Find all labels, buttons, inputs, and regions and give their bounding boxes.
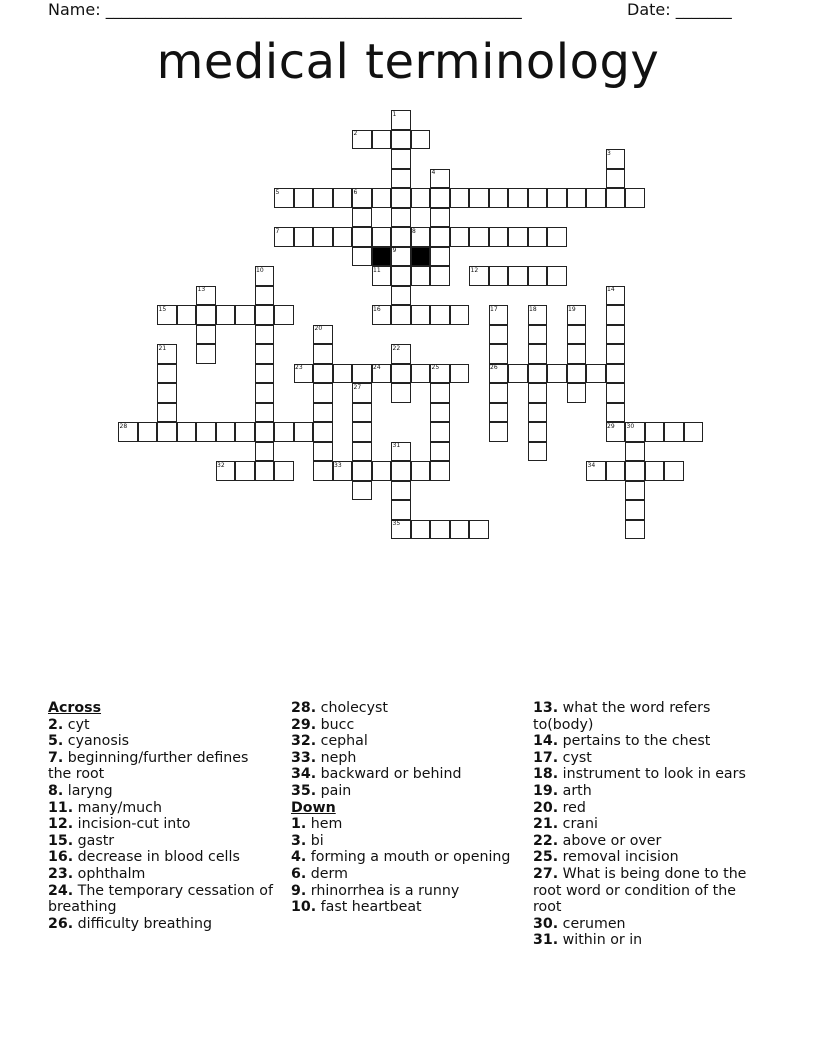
clue-number: 20: [314, 325, 323, 332]
down-clue: 22. above or over: [533, 832, 662, 849]
grid-cell[interactable]: [274, 422, 294, 442]
grid-cell[interactable]: [625, 481, 645, 501]
grid-cell[interactable]: [625, 500, 645, 520]
clue-number: 10: [256, 266, 264, 274]
down-clue: 18. instrument to look in ears: [533, 766, 746, 783]
grid-cell[interactable]: [157, 383, 177, 403]
grid-cell[interactable]: [391, 266, 411, 286]
down-clue: 3. bi: [291, 832, 324, 849]
grid-cell[interactable]: [352, 227, 372, 247]
across-clue: 5. cyanosis: [48, 733, 130, 750]
clue-number: 12: [470, 266, 479, 274]
clue-number: 18: [529, 305, 537, 313]
grid-cell[interactable]: [430, 247, 450, 267]
clue-number: 35: [392, 520, 401, 527]
grid-cell[interactable]: [196, 344, 216, 364]
grid-cell[interactable]: [489, 403, 509, 423]
grid-cell[interactable]: [391, 286, 411, 306]
clue-number: 16: [373, 305, 381, 313]
grid-cell[interactable]: [586, 364, 606, 384]
clue-number: 25: [431, 364, 440, 371]
grid-cell[interactable]: [489, 344, 509, 364]
grid-cell[interactable]: [391, 500, 411, 520]
grid-cell[interactable]: [528, 422, 548, 442]
grid-cell[interactable]: [255, 305, 275, 325]
grid-cell[interactable]: [606, 364, 626, 384]
grid-cell[interactable]: [430, 188, 450, 208]
grid-cell[interactable]: [606, 344, 626, 364]
grid-cell[interactable]: [567, 364, 587, 384]
grid-cell[interactable]: [313, 344, 333, 364]
down-clue: 19. arth: [533, 782, 592, 799]
grid-cell[interactable]: [489, 383, 509, 403]
grid-cell[interactable]: [411, 266, 431, 286]
grid-cell[interactable]: [313, 383, 333, 403]
down-clue: 30. cerumen: [533, 915, 626, 932]
grid-cell[interactable]: [391, 208, 411, 228]
name-label: Name:: [48, 0, 106, 19]
grid-cell[interactable]: [567, 383, 587, 403]
grid-cell[interactable]: [645, 461, 665, 481]
clue-number: 19: [568, 305, 576, 313]
grid-cell[interactable]: [547, 266, 567, 286]
clue-number: 27: [353, 383, 362, 391]
across-clue: 2. cyt: [48, 716, 90, 733]
across-clue: 8. laryng: [48, 782, 113, 799]
grid-cell[interactable]: [255, 422, 275, 442]
grid-cell[interactable]: [450, 520, 470, 540]
down-clue: 27. What is being done to the root word or condition of the root: [533, 865, 747, 916]
grid-cell[interactable]: [625, 520, 645, 540]
clue-number: 26: [490, 364, 498, 371]
grid-cell[interactable]: [664, 461, 684, 481]
grid-cell[interactable]: [606, 461, 626, 481]
grid-cell[interactable]: [352, 364, 372, 384]
down-clue: 1. hem: [291, 816, 343, 833]
clue-number: 30: [626, 422, 635, 430]
grid-cell[interactable]: [235, 305, 255, 325]
grid-cell[interactable]: [450, 305, 470, 325]
grid-cell[interactable]: [313, 227, 333, 247]
grid-cell[interactable]: [664, 422, 684, 442]
grid-cell[interactable]: [274, 461, 294, 481]
down-clue: 13. what the word refers to(body): [533, 700, 711, 733]
grid-cell[interactable]: [606, 305, 626, 325]
grid-cell-shaded: [411, 247, 431, 267]
clue-number: 24: [373, 364, 381, 371]
down-clue: 14. pertains to the chest: [533, 733, 711, 750]
grid-cell[interactable]: [528, 325, 548, 345]
down-clue: 17. cyst: [533, 749, 592, 766]
grid-cell[interactable]: [567, 325, 587, 345]
grid-cell[interactable]: [313, 403, 333, 423]
grid-cell[interactable]: [372, 227, 392, 247]
grid-cell[interactable]: [196, 305, 216, 325]
grid-cell[interactable]: [430, 227, 450, 247]
name-blank[interactable]: ____________________________________________________: [105, 0, 522, 19]
grid-cell[interactable]: [508, 364, 528, 384]
grid-cell[interactable]: [333, 227, 353, 247]
grid-cell[interactable]: [430, 266, 450, 286]
across-clue: 34. backward or behind: [291, 766, 462, 783]
grid-cell[interactable]: [606, 383, 626, 403]
across-clue: 32. cephal: [291, 733, 368, 750]
grid-cell[interactable]: [528, 188, 548, 208]
grid-cell[interactable]: [235, 422, 255, 442]
grid-cell[interactable]: [255, 344, 275, 364]
date-label: Date:: [627, 0, 676, 19]
grid-cell[interactable]: [391, 169, 411, 189]
grid-cell[interactable]: [372, 188, 392, 208]
grid-cell[interactable]: [235, 461, 255, 481]
page-title: medical terminology: [156, 34, 660, 90]
clue-number: 28: [119, 422, 128, 430]
grid-cell[interactable]: [255, 442, 275, 462]
across-heading: Across: [48, 700, 102, 716]
grid-cell[interactable]: [294, 227, 314, 247]
grid-cell[interactable]: [625, 188, 645, 208]
grid-cell[interactable]: [391, 130, 411, 150]
grid-cell[interactable]: [313, 422, 333, 442]
across-clue: 12. incision-cut into: [48, 816, 191, 833]
grid-cell[interactable]: [352, 461, 372, 481]
grid-cell[interactable]: [177, 305, 197, 325]
grid-cell[interactable]: [586, 188, 606, 208]
grid-cell[interactable]: [352, 247, 372, 267]
grid-cell[interactable]: [489, 325, 509, 345]
clue-column-2: [291, 700, 521, 916]
grid-cell[interactable]: [391, 149, 411, 169]
grid-cell[interactable]: [430, 461, 450, 481]
down-clue: 20. red: [533, 799, 586, 816]
grid-cell[interactable]: [430, 442, 450, 462]
grid-cell[interactable]: [391, 227, 411, 247]
grid-cell[interactable]: [469, 520, 489, 540]
down-clue: 10. fast heartbeat: [291, 899, 422, 916]
grid-cell[interactable]: [430, 520, 450, 540]
grid-cell[interactable]: [567, 344, 587, 364]
grid-cell[interactable]: [333, 364, 353, 384]
across-clue: 26. difficulty breathing: [48, 915, 212, 932]
grid-cell[interactable]: [430, 305, 450, 325]
grid-cell[interactable]: [430, 422, 450, 442]
grid-cell[interactable]: [391, 305, 411, 325]
clue-column-3: [533, 700, 768, 949]
grid-cell[interactable]: [606, 188, 626, 208]
grid-cell[interactable]: [450, 188, 470, 208]
down-clue: 21. crani: [533, 816, 598, 833]
down-clue: 4. forming a mouth or opening: [291, 849, 511, 866]
grid-cell[interactable]: [216, 422, 236, 442]
clue-number: 31: [392, 442, 401, 449]
down-clue: 6. derm: [291, 865, 348, 882]
clue-number: 6: [353, 188, 358, 196]
across-clue: 7. beginning/further defines the root: [48, 749, 249, 783]
grid-cell[interactable]: [391, 364, 411, 384]
grid-cell[interactable]: [352, 442, 372, 462]
grid-cell[interactable]: [294, 422, 314, 442]
across-clue: 28. cholecyst: [291, 700, 388, 716]
clue-number: 13: [197, 286, 206, 293]
grid-cell-shaded: [372, 247, 392, 267]
grid-cell[interactable]: [528, 364, 548, 384]
clue-number: 29: [607, 422, 615, 430]
clue-number: 3: [607, 149, 611, 157]
grid-cell[interactable]: [645, 422, 665, 442]
grid-cell[interactable]: [391, 461, 411, 481]
down-clue: 31. within or in: [533, 932, 643, 949]
grid-cell[interactable]: [469, 188, 489, 208]
grid-cell[interactable]: [684, 422, 704, 442]
grid-cell[interactable]: [313, 442, 333, 462]
down-clue: 25. removal incision: [533, 849, 679, 866]
grid-cell[interactable]: [411, 520, 431, 540]
grid-cell[interactable]: [508, 227, 528, 247]
grid-cell[interactable]: [157, 364, 177, 384]
grid-cell[interactable]: [294, 188, 314, 208]
clue-number: 1: [392, 110, 397, 118]
down-heading: Down: [291, 799, 336, 816]
grid-cell[interactable]: [216, 305, 236, 325]
clue-number: 22: [392, 344, 401, 352]
clue-number: 33: [334, 461, 342, 469]
down-clue: 9. rhinorrhea is a runny: [291, 882, 460, 899]
grid-cell[interactable]: [528, 403, 548, 423]
grid-cell[interactable]: [547, 188, 567, 208]
across-clue: 29. bucc: [291, 716, 355, 733]
clue-number: 7: [275, 227, 280, 235]
grid-cell[interactable]: [138, 422, 158, 442]
grid-cell[interactable]: [450, 227, 470, 247]
across-clue: 33. neph: [291, 749, 357, 766]
grid-cell[interactable]: [313, 461, 333, 481]
grid-cell[interactable]: [547, 227, 567, 247]
clue-number: 34: [587, 461, 596, 469]
grid-cell[interactable]: [567, 188, 587, 208]
grid-cell[interactable]: [606, 325, 626, 345]
across-clue: 16. decrease in blood cells: [48, 849, 240, 866]
grid-cell[interactable]: [528, 266, 548, 286]
grid-cell[interactable]: [528, 442, 548, 462]
grid-cell[interactable]: [508, 266, 528, 286]
grid-cell[interactable]: [352, 403, 372, 423]
clue-number: 14: [607, 286, 615, 293]
grid-cell[interactable]: [157, 422, 177, 442]
across-clue: 23. ophthalm: [48, 865, 146, 882]
grid-cell[interactable]: [489, 227, 509, 247]
clue-number: 2: [353, 130, 358, 137]
grid-cell[interactable]: [411, 305, 431, 325]
grid-cell[interactable]: [528, 383, 548, 403]
clue-column-1: [48, 700, 273, 932]
grid-cell[interactable]: [391, 481, 411, 501]
grid-cell[interactable]: [255, 403, 275, 423]
grid-cell[interactable]: [489, 422, 509, 442]
grid-cell[interactable]: [411, 364, 431, 384]
clue-number: 9: [392, 247, 397, 254]
grid-cell[interactable]: [430, 403, 450, 423]
grid-cell[interactable]: [196, 422, 216, 442]
grid-cell[interactable]: [177, 422, 197, 442]
grid-cell[interactable]: [450, 364, 470, 384]
grid-cell[interactable]: [625, 442, 645, 462]
grid-cell[interactable]: [255, 325, 275, 345]
clue-number: 4: [431, 169, 436, 176]
across-clue: 24. The temporary cessation of breathing: [48, 882, 273, 916]
grid-cell[interactable]: [606, 169, 626, 189]
grid-cell[interactable]: [255, 461, 275, 481]
grid-cell[interactable]: [411, 461, 431, 481]
clue-number: 21: [158, 344, 167, 352]
grid-cell[interactable]: [508, 188, 528, 208]
grid-cell[interactable]: [528, 344, 548, 364]
grid-cell[interactable]: [352, 422, 372, 442]
clue-number: 23: [295, 364, 303, 371]
grid-cell[interactable]: [196, 325, 216, 345]
grid-cell[interactable]: [625, 461, 645, 481]
grid-cell[interactable]: [274, 305, 294, 325]
grid-cell[interactable]: [489, 188, 509, 208]
date-blank[interactable]: _______: [675, 0, 732, 19]
grid-cell[interactable]: [313, 188, 333, 208]
grid-cell[interactable]: [547, 364, 567, 384]
grid-cell[interactable]: [255, 383, 275, 403]
clue-number: 11: [373, 266, 381, 274]
clue-number: 5: [275, 188, 280, 196]
grid-cell[interactable]: [391, 383, 411, 403]
clue-number: 32: [217, 461, 225, 469]
grid-cell[interactable]: [255, 364, 275, 384]
grid-cell[interactable]: [528, 227, 548, 247]
clue-number: 17: [490, 305, 498, 313]
grid-cell[interactable]: [372, 461, 392, 481]
grid-cell[interactable]: [313, 364, 333, 384]
grid-cell[interactable]: [391, 188, 411, 208]
grid-cell[interactable]: [469, 227, 489, 247]
across-clue: 11. many/much: [48, 799, 162, 816]
grid-cell[interactable]: [352, 208, 372, 228]
clue-number: 8: [412, 227, 416, 235]
grid-cell[interactable]: [333, 188, 353, 208]
grid-cell[interactable]: [157, 403, 177, 423]
clue-number: 15: [158, 305, 167, 313]
grid-cell[interactable]: [372, 130, 392, 150]
grid-cell[interactable]: [606, 403, 626, 423]
grid-cell[interactable]: [430, 383, 450, 403]
across-clue: 35. pain: [291, 782, 352, 799]
grid-cell[interactable]: [255, 286, 275, 306]
grid-cell[interactable]: [489, 266, 509, 286]
grid-cell[interactable]: [411, 188, 431, 208]
grid-cell[interactable]: [430, 208, 450, 228]
grid-cell[interactable]: [411, 130, 431, 150]
across-clue: 15. gastr: [48, 832, 115, 849]
grid-cell[interactable]: [352, 481, 372, 501]
